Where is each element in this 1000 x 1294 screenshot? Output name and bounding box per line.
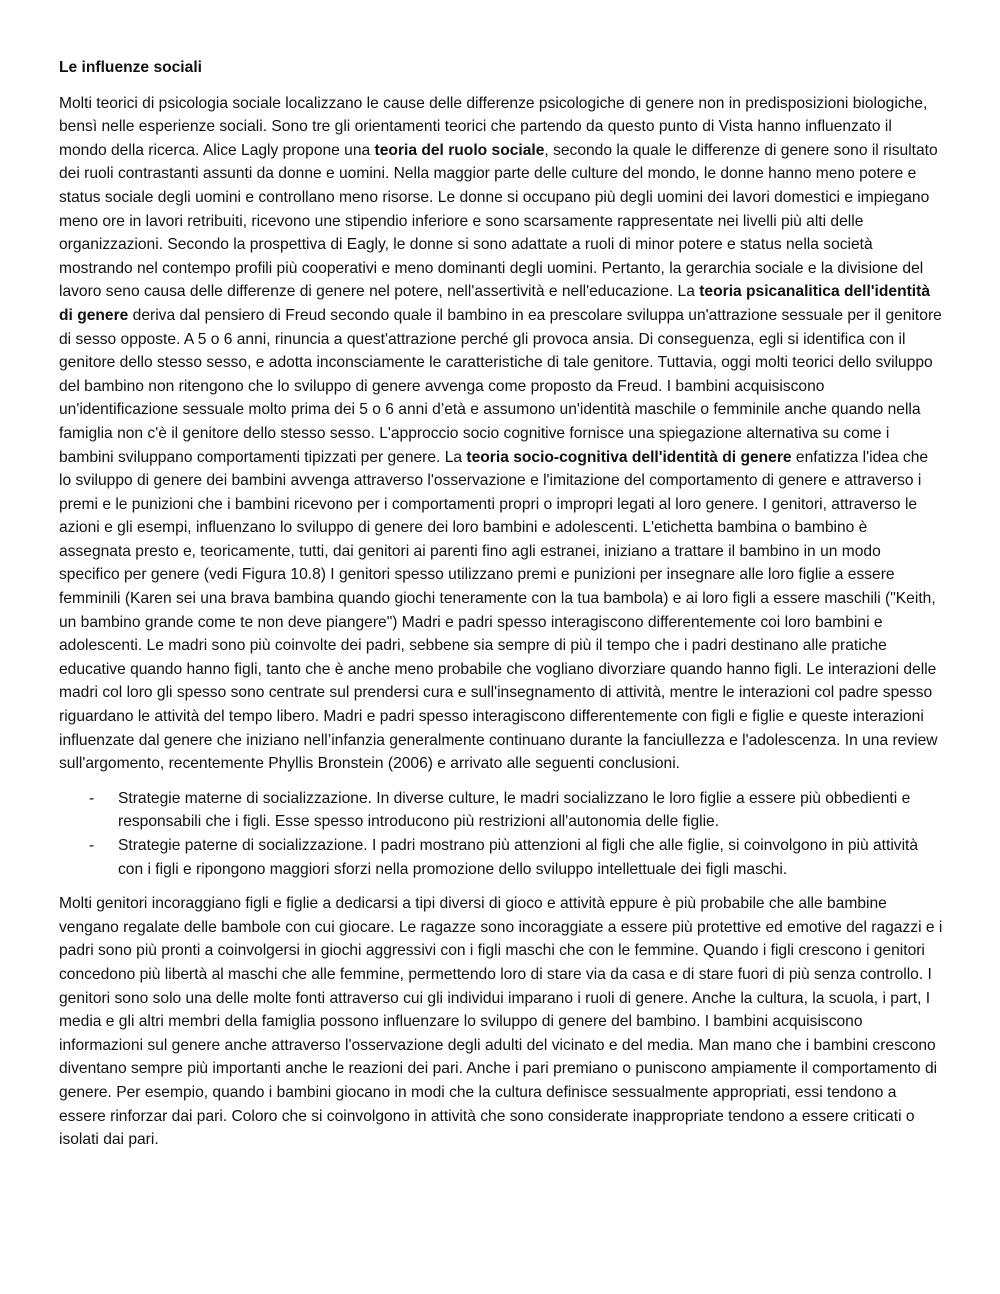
paragraph-text: enfatizza l'idea che lo sviluppo di genere dei bambini avvenga attraverso l'osservazione e l'imitazione del comportamento di genere e attraverso i premi e le punizioni che i bambini ricevono per i comportamenti propri o impropri legati al loro genere. I genitori, attraverso le azioni e gli esempi, influenzano lo sviluppo di genere dei loro bambini e adolescenti. L'etichetta bambina o bambino è assegnata presto e, teoricamente, tutti, dai genitori ai parenti fino agli estranei, iniziano a trattare il bambino in un modo specifico per genere (vedi Figura 10.8) I genitori spesso utilizzano premi e punizioni per insegnare alle loro figlie a essere femminili (Karen sei una brava bambina quando giochi teneramente con la tua bambola) e ai loro figli a essere maschili ("Keith, un bambino grande come te non deve piangere") Madri e padri spesso interagiscono differentemente coi loro bambini e adolescenti. Le madri sono più coinvolte dei padri, sebbene sia sempre di più il tempo che i padri destinano alle pratiche educative quando hanno figli, tanto che è anche meno probabile che vogliano divorziare quando hanno figli. Le interazioni delle madri col loro gli spesso sono centrate sul prendersi cura e sull'insegnamento di attività, mentre le interazioni col padre spesso riguardano le attività del tempo libero. Madri e padri spesso interagiscono differentemente con figli e figlie e queste interazioni influenzate dal genere che iniziano nell’infanzia generalmente continuano durante la fanciullezza e l'adolescenza. In una review sull'argomento, recentemente Phyllis Bronstein (2006) e arrivato alle seguenti conclusioni. — [59, 448, 938, 773]
paragraph-closing: Molti genitori incoraggiano figli e figlie a dedicarsi a tipi diversi di gioco e attività eppure è più probabile che alle bambine vengano regalate delle bambole con cui giocare. Le ragazze sono incoraggiate a essere più protettive ed emotive del ragazzi e i padri sono più pronti a coinvolgersi in giochi aggressivi con i figli maschi che con le femmine. Quando i figli crescono i genitori concedono più libertà al maschi che alle femmine, permettendo loro di stare via da casa e di stare fuori di più senza controllo. I genitori sono solo una delle molte fonti attraverso cui gli individui imparano i ruoli di genere. Anche la cultura, la scuola, i part, I media e gli altri membri della famiglia possono influenzare lo sviluppo di genere del bambino. I bambini acquisiscono informazioni sul genere anche attraverso l'osservazione degli adulti del vicinato e del media. Man mano che i bambini crescono diventano sempre più importanti anche le reazioni dei pari. Anche i pari premiano o puniscono ampiamente il comportamento di genere. Per esempio, quando i bambini giocano in modi che la cultura definisce sessualmente appropriati, essi tendono a essere rinforzar dai pari. Coloro che si coinvolgono in attività che sono considerate inappropriate tendono a essere criticati o isolati dai pari. — [59, 895, 943, 1149]
list-item-text: Strategie paterne di socializzazione. I padri mostrano più attenzioni al figli che alle figlie, si coinvolgono in più attività con i figli e ripongono maggiori sforzi nella promozione dello sviluppo intellettuale dei figli maschi. — [118, 837, 919, 878]
document-page — [59, 56, 943, 1163]
list-item — [59, 787, 943, 834]
paragraph-text: deriva dal pensiero di Freud secondo quale il bambino in ea prescolare sviluppa un'attrazione sessuale per il genitore di sesso opposte. A 5 o 6 anni, rinuncia a quest'attrazione perché gli provoca ansia. Di conseguenza, egli si identifica con il genitore dello stesso sesso, e adotta inconsciamente le caratteristiche di tale genitore. Tuttavia, oggi molti teorici dello sviluppo del bambino non ritengono che lo sviluppo di genere avvenga come proposto da Freud. I bambini acquisiscono un'identificazione sessuale molto prima dei 5 o 6 anni d’età e assumono un'identità maschile o femminile anche quando nella famiglia non c'è il genitore dello stesso sesso. L'approccio socio cognitive fornisce una spiegazione alternativa su come i bambini sviluppano comportamenti tipizzati per genere. La — [59, 306, 942, 466]
paragraph-intro — [59, 92, 943, 776]
bold-term-social-cognitive-theory: teoria socio-cognitiva dell'identità di genere — [466, 448, 792, 466]
bold-term-psychoanalytic-theory: teoria psicanalitica dell'identità di genere — [59, 283, 930, 324]
document-title: Le influenze sociali — [59, 59, 202, 76]
conclusions-list — [59, 787, 943, 881]
bullet-marker: - — [89, 837, 95, 854]
paragraph-text: , secondo la quale le differenze di genere sono il risultato dei ruoli contrastanti assunti da donne e uomini. Nella maggior parte delle culture del mondo, le donne hanno meno potere e status sociale degli uomini e controllano meno risorse. Le donne si occupano più degli uomini dei lavori domestici e impiegano meno ore in lavori retribuiti, ricevono une stipendio inferiore e sono scarsamente rappresentate nei livelli più alti delle organizzazioni. Secondo la prospettiva di Eagly, le donne si sono adattate a ruoli di minor potere e status nella società mostrando nel contempo profili più cooperativi e meno dominanti degli uomini. Pertanto, la gerarchia sociale e la divisione del lavoro seno causa delle differenze di genere nel potere, nell'assertività e nell'educazione. La — [59, 141, 938, 301]
bold-term-social-role-theory: teoria del ruolo sociale — [374, 141, 545, 159]
bullet-marker: - — [89, 789, 95, 807]
list-item-text: Strategie materne di socializzazione. In diverse culture, le madri socializzano le loro figlie a essere più obbedienti e responsabili che i figli. Esse spesso introducono più restrizioni all'autonomia delle figlie. — [118, 789, 911, 831]
paragraph-text: Molti teorici di psicologia sociale localizzano le cause delle differenze psicologiche di genere non in predisposizioni biologiche, bensì nelle esperienze sociali. Sono tre gli orientamenti teorici che partendo da questo punto di Vista hanno influenzato il mondo della ricerca. Alice Lagly propone una — [59, 94, 928, 159]
list-item — [59, 834, 943, 881]
